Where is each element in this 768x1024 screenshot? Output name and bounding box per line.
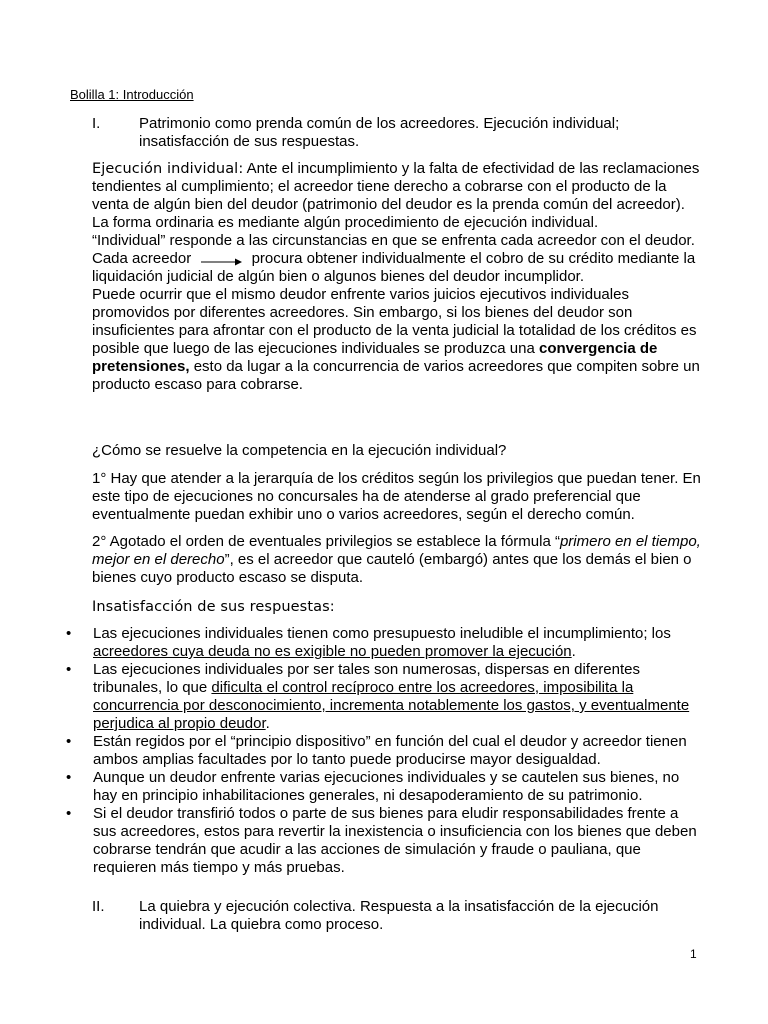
- convergencia-bold: convergencia de pretensiones,: [92, 340, 658, 375]
- bullet-end: .: [265, 715, 270, 732]
- p6-b: ”, es el acreedor que cauteló (embargó) antes que los demás el bien o bienes cuyo producto escaso se disputa.: [92, 551, 692, 586]
- bullet-icon: •: [66, 805, 72, 822]
- cada-acreedor-rest: procura obtener individualmente el cobro de su crédito mediante la liquidación judicial de algún bien o algunos bienes del deudor incumplidor.: [92, 250, 696, 285]
- page-number: 1: [690, 947, 697, 961]
- list-item: [64, 805, 704, 877]
- list-item: [64, 661, 704, 733]
- convergencia-text2: esto da lugar a la concurrencia de varios acreedores que compiten sobre un producto escaso para cobrarse.: [92, 358, 700, 393]
- bullet-text: Si el deudor transfirió todos o parte de sus bienes para eludir responsabilidades frente a sus acreedores, estos para revertir la inexistencia o insuficiencia con los bienes que deben cobrarse tendrán que acudir a las acciones de simulación y fraude o pauliana, que requieren más tiempo y más pruebas.: [93, 805, 697, 876]
- list-item: [64, 625, 704, 661]
- paragraph-individual: “Individual” responde a las circunstancias en que se enfrenta cada acreedor con el deudor.: [92, 232, 695, 249]
- document-header: Bolilla 1: Introducción: [70, 87, 194, 102]
- bullet-icon: •: [66, 733, 72, 750]
- question-competencia: ¿Cómo se resuelve la competencia en la ejecución individual?: [92, 442, 507, 459]
- p6-a: 2° Agotado el orden de eventuales privilegios se establece la fórmula “: [92, 533, 560, 550]
- section-2-number: II.: [92, 898, 105, 915]
- section-1-text: [139, 115, 699, 151]
- paragraph-primero-en-el-tiempo: [92, 533, 702, 587]
- bullet-icon: •: [66, 769, 72, 786]
- paragraph-jerarquia: 1° Hay que atender a la jerarquía de los créditos según los privilegios que puedan tener. En este tipo de ejecuciones no concursales ha de atenderse al grado preferencial que eventualmente puedan exhibir uno o varios acreedores, según el derecho común.: [92, 470, 701, 523]
- bullet-end: .: [571, 643, 576, 660]
- paragraph-cada-acreedor: [92, 250, 702, 286]
- right-arrow-icon: [199, 254, 243, 264]
- list-item: [64, 733, 704, 769]
- convergencia-text: Puede ocurrir que el mismo deudor enfrente varios juicios ejecutivos individuales promovidos por diferentes acreedores. Sin embargo, si los bienes del deudor son insuficientes para afrontar con el producto de la venta judicial la totalidad de los créditos es posible que luego de las ejecuciones individuales se produzca una: [92, 286, 697, 357]
- section-1-line2: insatisfacción de sus respuestas.: [139, 133, 360, 150]
- bullet-icon: •: [66, 625, 72, 642]
- bullet-underlined: dificulta el control recíproco entre los acreedores, imposibilita la concurrencia por desconocimiento, incrementa notablemente los gastos, y eventualmente perjudica al propio deudor: [93, 679, 690, 732]
- section-2-line1: La quiebra y ejecución colectiva. Respuesta a la insatisfacción de la ejecución: [139, 898, 659, 915]
- cada-acreedor-start: Cada acreedor: [92, 250, 192, 267]
- section-1-number: I.: [92, 115, 101, 132]
- bullet-text: Las ejecuciones individuales tienen como presupuesto ineludible el incumplimiento; los: [93, 625, 671, 642]
- bullet-list: [64, 625, 704, 877]
- paragraph-label: Ejecución individual:: [92, 161, 244, 177]
- bullet-text: Están regidos por el “principio dispositivo” en función del cual el deudor y acreedor tienen ambos amplias facultades por lo tanto puede producirse mayor desigualdad.: [93, 733, 687, 768]
- paragraph-ejecucion-individual: [92, 160, 702, 394]
- paragraph-text: Ante el incumplimiento y la falta de efectividad de las reclamaciones tendientes al cumplimiento; el acreedor tiene derecho a cobrarse con el producto de la venta de algún bien del deudor (patrimonio del deudor es la prenda común del acreedor). La forma ordinaria es mediante algún procedimiento de ejecución individual.: [92, 160, 700, 231]
- bullet-underlined: acreedores cuya deuda no es exigible no pueden promover la ejecución: [93, 643, 572, 660]
- heading-insatisfaccion: Insatisfacción de sus respuestas:: [92, 599, 335, 615]
- section-2-text: [139, 898, 699, 934]
- p6-italic: primero en el tiempo, mejor en el derecho: [92, 533, 701, 568]
- section-1-line1: Patrimonio como prenda común de los acreedores. Ejecución individual;: [139, 115, 620, 132]
- list-item: [64, 769, 704, 805]
- section-2-line2: individual. La quiebra como proceso.: [139, 916, 384, 933]
- bullet-text: Aunque un deudor enfrente varias ejecuciones individuales y se cautelen sus bienes, no hay en principio inhabilitaciones generales, ni desapoderamiento de su patrimonio.: [93, 769, 680, 804]
- bullet-text: Las ejecuciones individuales por ser tales son numerosas, dispersas en diferentes tribunales, lo que: [93, 661, 640, 696]
- bullet-icon: •: [66, 661, 72, 678]
- paragraph-convergencia: [92, 286, 702, 394]
